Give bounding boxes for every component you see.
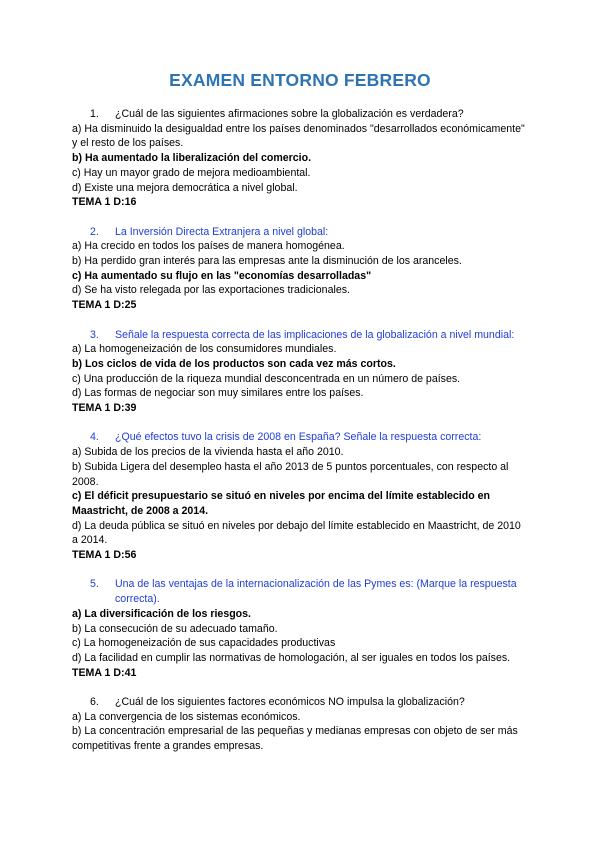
option-d: d) La facilidad en cumplir las normativas de homologación, al ser iguales en todos los países. — [72, 651, 511, 664]
question-heading — [72, 577, 528, 606]
topic-reference: TEMA 1 D:41 — [72, 666, 137, 679]
option-b: b) La consecución de su adecuado tamaño. — [72, 622, 278, 635]
question-text: ¿Cuál de los siguientes factores económicos NO impulsa la globalización? — [115, 696, 465, 709]
question-number: 5. — [90, 578, 99, 591]
topic-reference: TEMA 1 D:56 — [72, 549, 137, 562]
option-a: a) Subida de los precios de la vivienda hasta el año 2010. — [72, 446, 344, 459]
question-3 — [72, 328, 528, 416]
option-b-correct: b) Ha aumentado la liberalización del comercio. — [72, 152, 312, 165]
question-heading — [72, 430, 528, 445]
question-5 — [72, 577, 528, 680]
option-a: a) La convergencia de los sistemas económicos. — [72, 710, 301, 723]
question-2 — [72, 225, 528, 313]
option-c-correct: c) El déficit presupuestario se situó en niveles por encima del límite establecido en Maastricht, de 2008 a 2014. — [72, 490, 490, 517]
question-text: La Inversión Directa Extranjera a nivel global: — [115, 225, 329, 238]
option-b: b) Subida Ligera del desempleo hasta el año 2013 de 5 puntos porcentuales, con respecto al 2008. — [72, 460, 509, 488]
question-heading — [72, 107, 528, 122]
option-d: d) La deuda pública se situó en niveles por debajo del límite establecido en Maastricht, de 2010 a 2014. — [72, 519, 521, 547]
question-number: 2. — [90, 225, 99, 238]
option-c-correct: c) Ha aumentado su flujo en las "economías desarrolladas" — [72, 269, 372, 282]
option-c: c) Una producción de la riqueza mundial desconcentrada en un número de países. — [72, 372, 461, 385]
question-text: ¿Cuál de las siguientes afirmaciones sobre la globalización es verdadera? — [115, 108, 464, 120]
question-list — [72, 107, 528, 754]
question-heading — [72, 225, 528, 240]
question-number: 4. — [90, 431, 99, 444]
question-number: 1. — [90, 108, 99, 120]
option-a: a) Ha disminuido la desigualdad entre los países denominados "desarrollados económicamente" y el resto de los países. — [72, 122, 525, 150]
topic-reference: TEMA 1 D:25 — [72, 299, 137, 312]
option-b: b) La concentración empresarial de las pequeñas y medianas empresas con objeto de ser más competitivas frente a grandes empresas. — [72, 725, 518, 753]
question-4 — [72, 430, 528, 562]
option-a: a) La homogeneización de los consumidores mundiales. — [72, 343, 337, 356]
option-c: c) Hay un mayor grado de mejora medioambiental. — [72, 166, 311, 179]
option-a-correct: a) La diversificación de los riesgos. — [72, 607, 251, 620]
option-a: a) Ha crecido en todos los países de manera homogénea. — [72, 240, 345, 253]
option-d: d) Se ha visto relegada por las exportaciones tradicionales. — [72, 284, 350, 297]
question-heading — [72, 328, 528, 343]
page-title: EXAMEN ENTORNO FEBRERO — [169, 70, 431, 90]
question-6 — [72, 695, 528, 754]
question-number: 6. — [90, 696, 99, 709]
option-b-correct: b) Los ciclos de vida de los productos son cada vez más cortos. — [72, 357, 396, 370]
question-text: Señale la respuesta correcta de las implicaciones de la globalización a nivel mundial: — [115, 328, 515, 341]
question-heading — [72, 695, 528, 710]
option-d: d) Las formas de negociar son muy similares entre los países. — [72, 387, 364, 400]
option-d: d) Existe una mejora democrática a nivel global. — [72, 181, 298, 194]
question-text: ¿Qué efectos tuvo la crisis de 2008 en España? Señale la respuesta correcta: — [115, 431, 482, 444]
option-c: c) La homogeneización de sus capacidades productivas — [72, 637, 336, 650]
option-b: b) Ha perdido gran interés para las empresas ante la disminución de los aranceles. — [72, 255, 462, 268]
question-text: Una de las ventajas de la internacionalización de las Pymes es: (Marque la respuesta correcta). — [115, 578, 517, 606]
topic-reference: TEMA 1 D:39 — [72, 402, 137, 415]
question-number: 3. — [90, 328, 99, 341]
topic-reference: TEMA 1 D:16 — [72, 196, 137, 209]
question-1 — [72, 107, 528, 210]
